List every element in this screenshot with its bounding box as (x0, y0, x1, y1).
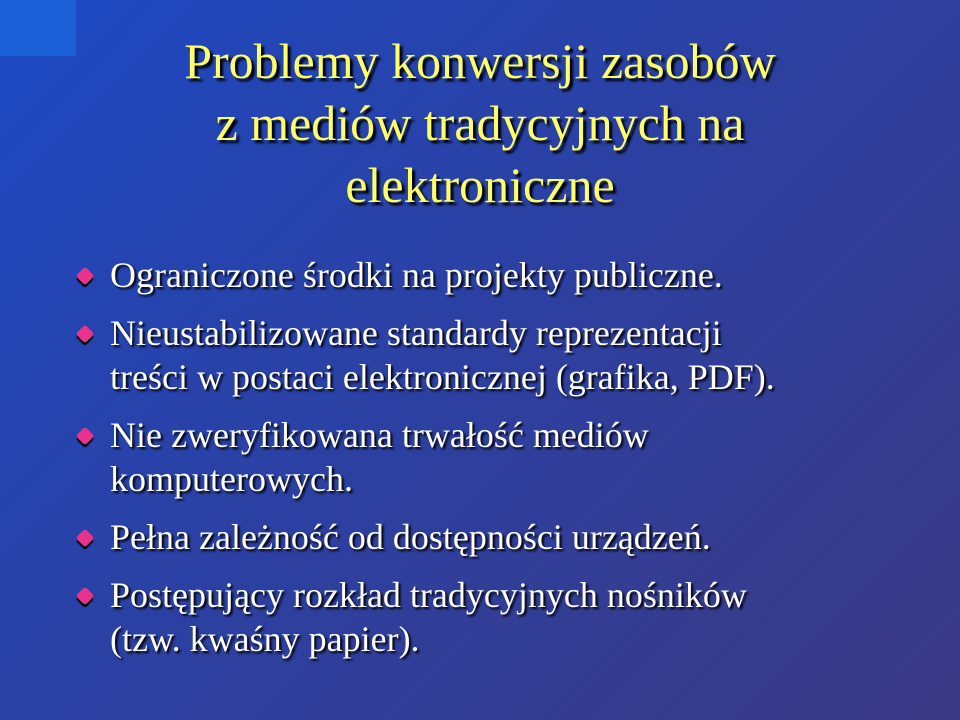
bullet-line: Nieustabilizowane standardy reprezentacji (110, 313, 722, 353)
bullet-text (110, 311, 775, 399)
bullet-list (78, 253, 928, 675)
bullet-line: Pełna zależność od dostępności urządzeń. (110, 517, 711, 557)
bullet-line: (tzw. kwaśny papier). (110, 619, 420, 659)
bullet-text (110, 413, 649, 501)
bullet-line: Postępujący rozkład tradycyjnych nośników (110, 575, 747, 615)
bullet-item (78, 413, 928, 501)
bullet-line: Ograniczone środki na projekty publiczne. (110, 255, 723, 295)
slide-title (60, 30, 900, 216)
bullet-item (78, 253, 928, 297)
bullet-item (78, 515, 928, 559)
diamond-bullet-icon (76, 587, 95, 606)
bullet-item (78, 573, 928, 661)
bullet-text (110, 253, 723, 297)
diamond-bullet-icon (76, 325, 95, 344)
bullet-text (110, 573, 747, 661)
bullet-item (78, 311, 928, 399)
bullet-text (110, 515, 711, 559)
diamond-bullet-icon (76, 427, 95, 446)
title-line: elektroniczne (345, 157, 615, 213)
bullet-line: komputerowych. (110, 459, 353, 499)
title-line: z mediów tradycyjnych na (215, 95, 745, 151)
diamond-bullet-icon (76, 267, 95, 286)
bullet-line: Nie zweryfikowana trwałość mediów (110, 415, 649, 455)
diamond-bullet-icon (76, 529, 95, 548)
bullet-line: treści w postaci elektronicznej (grafika, PDF). (110, 357, 775, 397)
title-line: Problemy konwersji zasobów (184, 33, 776, 89)
